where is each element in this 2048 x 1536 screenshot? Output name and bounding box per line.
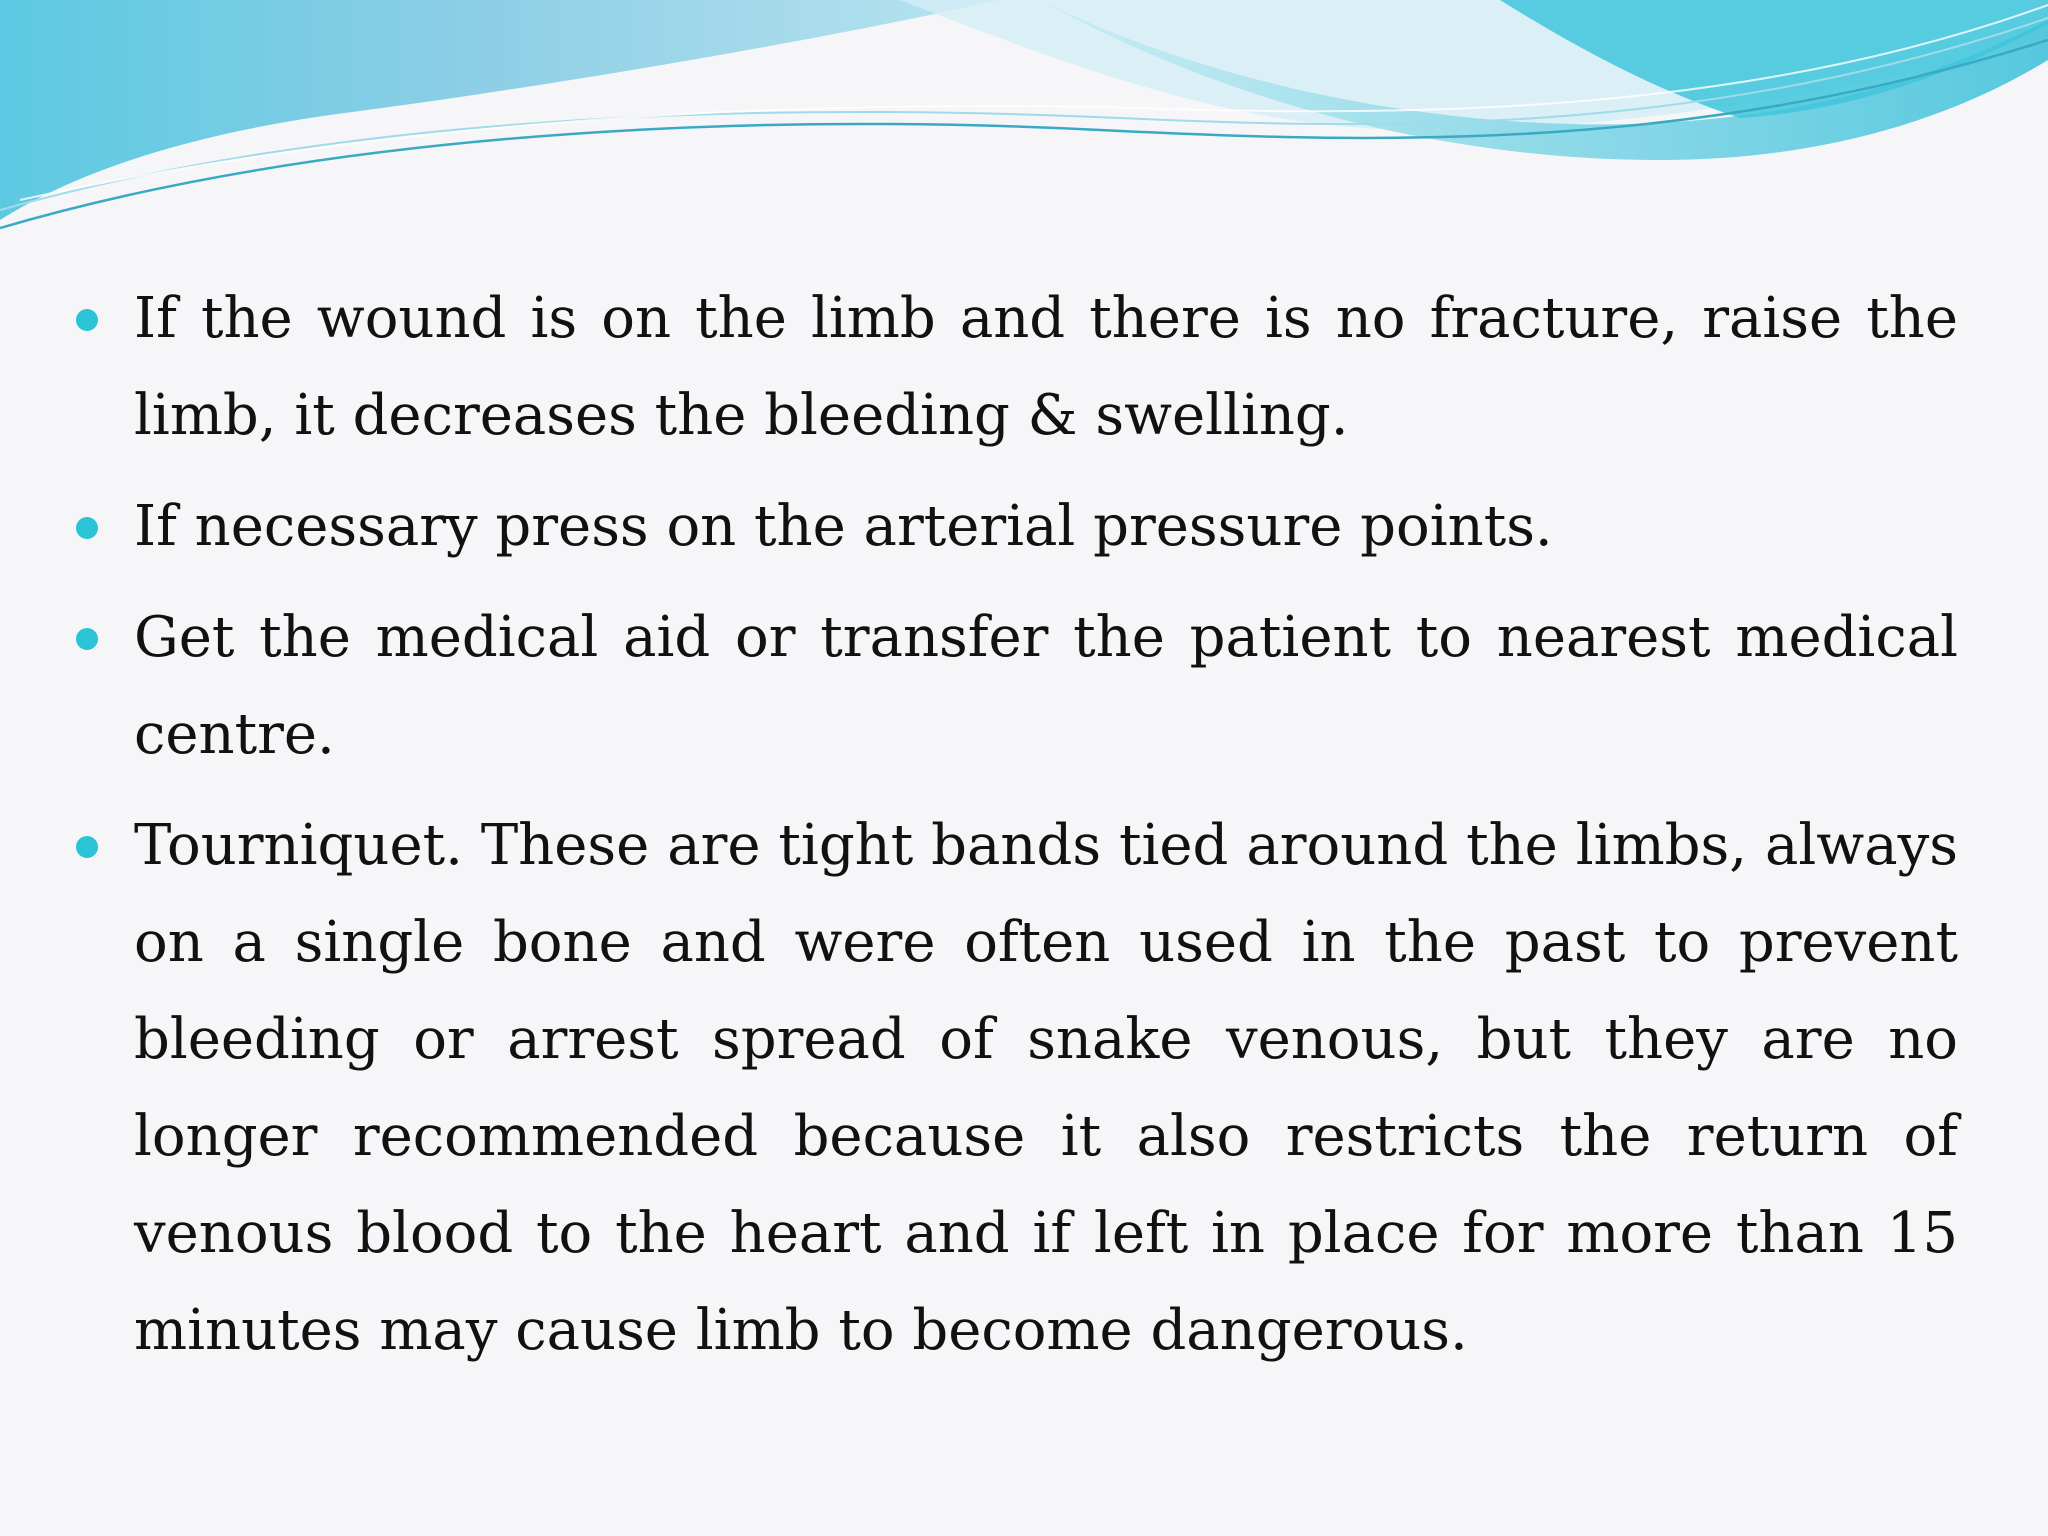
wave-header-decoration [0,0,2048,240]
bullet-list [76,270,1958,1379]
bullet-text: If necessary press on the arterial pressure points. [134,494,1553,559]
bullet-dot-icon [76,836,98,858]
bullet-dot-icon [76,309,98,331]
bullet-text: Tourniquet. These are tight bands tied around the limbs, always on a single bone and were often used in the past to prevent bleeding or arrest spread of snake venous, but they are no longer recommended because it also restricts the return of venous blood to the heart and if left in place for more than 15 minutes may cause limb to become dangerous. [134,813,1958,1363]
bullet-text: If the wound is on the limb and there is no fracture, raise the limb, it decreases the bleeding & swelling. [134,286,1958,448]
bullet-item-tourniquet [76,797,1958,1379]
bullet-dot-icon [76,628,98,650]
bullet-item-pressure-points [76,478,1958,575]
bullet-item-elevate-limb [76,270,1958,464]
bullet-text: Get the medical aid or transfer the patient to nearest medical centre. [134,605,1958,767]
bullet-dot-icon [76,517,98,539]
bullet-item-medical-aid [76,589,1958,783]
slide-content [76,270,1958,1393]
